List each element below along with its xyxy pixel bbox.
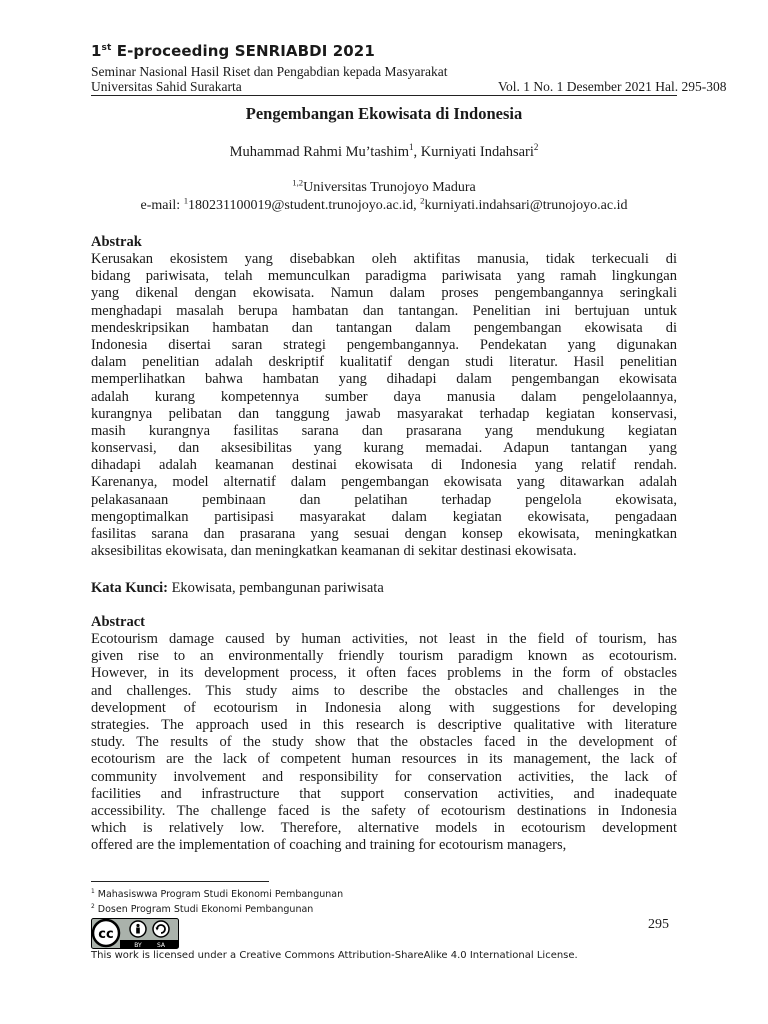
abstrak-line: kurangnya pelibatan dan tanggung jawab masyarakat terhadap kegiatan konservasi, <box>91 405 677 422</box>
svg-text:BY: BY <box>134 942 142 949</box>
abstract-line: facilities and infrastructure that support conservation activities, and inadequate <box>91 785 677 802</box>
email-line: e-mail: $^1$180231100019@student.trunojoyo.ac.id, $^2$kurniyati.indahsari@trunojoyo.ac.id <box>140 195 628 213</box>
abstract-line: accessibility. The challenge faced is the safety of ecotourism destinations in Indonesia <box>91 802 677 819</box>
email-link-2[interactable]: kurniyati.indahsari@trunojoyo.ac.id <box>424 198 628 213</box>
abstrak-line: memperlihatkan bahwa hambatan yang dihadapi dalam pengembangan ekowisata <box>91 371 677 388</box>
conference-subtitle: Seminar Nasional Hasil Riset dan Pengabdian kepada Masyarakat <box>91 64 448 79</box>
abstrak-line: mendeskripsikan hambatan dan tantangan dalam pengembangan ekowisata di <box>91 319 677 336</box>
header-info-line <box>91 79 727 95</box>
abstrak-line: dihadapi adalah keamanan destinai ekowisata di Indonesia yang relatif rendah. <box>91 457 677 474</box>
header-volume: Vol. 1 No. 1 Desember 2021 Hal. 295-308 <box>498 79 727 94</box>
keywords: Kata Kunci: Ekowisata, pembangunan pariwisata <box>91 580 384 596</box>
svg-text:SA: SA <box>156 942 166 949</box>
abstrak-paragraph <box>91 251 677 560</box>
abstract-line: However, in its development process, it often faces problems in the form of obstacles <box>91 665 677 682</box>
license-text[interactable]: This work is licensed under a Creative Commons Attribution-ShareAlike 4.0 International License. <box>91 950 578 961</box>
abstract-heading: Abstract <box>91 614 145 630</box>
abstrak-line: Kerusakan ekosistem yang disebabkan oleh aktifitas manusia, tidak terkecuali di <box>91 251 677 267</box>
affiliation: $^{1,2}$Universitas Trunojoyo Madura <box>292 177 476 195</box>
abstract-line: ecotourism are the lack of competent human resources in its management, the lack of <box>91 751 677 768</box>
abstract-line: and challenges. This study aims to describe the obstacles and challenges in the <box>91 682 677 699</box>
author-2: Kurniyati Indahsari <box>420 144 534 160</box>
paper-title: Pengembangan Ekowisata di Indonesia <box>245 104 523 123</box>
conference-title: 1st E-proceeding SENRIABDI 2021 <box>91 42 375 60</box>
footnote-divider <box>91 881 269 882</box>
svg-text:cc: cc <box>98 927 114 942</box>
abstrak-line: Indonesia disertai saran strategi pengembangannya. Pendekatan yang digunakan <box>91 336 677 353</box>
abstrak-line: menghadapi masalah berupa hambatan dan tantangan. Penelitian ini bertujuan untuk <box>91 302 677 319</box>
abstract-line: study. The results of the study show that the obstacles faced in the development of <box>91 734 677 751</box>
abstrak-heading: Abstrak <box>91 234 142 250</box>
creative-commons-by-sa-icon[interactable] <box>91 918 179 949</box>
header-divider <box>91 95 677 96</box>
abstrak-line: bidang pariwisata, telah memunculkan paradigma pariwisata yang ramah lingkungan <box>91 268 677 285</box>
abstrak-line: yang dikenal dengan ekowisata. Namun dalam proses pengembangannya seringkali <box>91 285 677 302</box>
abstract-line: community involvement and responsibility for conservation activities, the lack of <box>91 768 677 785</box>
abstrak-line: masih kurangnya fasilitas sarana dan prasarana yang mendukung kegiatan <box>91 422 677 439</box>
abstract-line: development of ecotourism in Indonesia along with suggestions for developing <box>91 699 677 716</box>
abstrak-line: adalah kurang kompetennya sumber daya manusia dalam pengelolaannya, <box>91 388 677 405</box>
abstrak-line: fasilitas sarana dan prasarana yang sesuai dengan konsep ekowisata, meningkatkan <box>91 526 677 542</box>
abstract-line: Ecotourism damage caused by human activities, not least in the field of tourism, has <box>91 631 677 647</box>
email-link-1[interactable]: 180231100019@student.trunojoyo.ac.id <box>188 198 414 213</box>
footnote-1: $^1$ Mahasiswwa Program Studi Ekonomi Pembangunan <box>91 888 344 900</box>
footnote-2: $^2$ Dosen Program Studi Ekonomi Pembangunan <box>91 903 314 915</box>
header-institution: Universitas Sahid Surakarta <box>91 79 242 94</box>
page-number: 295 <box>648 917 669 932</box>
abstrak-line: pelakasanaan pembinaan dan pelatihan terhadap pengelola ekowisata, <box>91 491 677 508</box>
author-1: Muhammad Rahmi Mu’tashim <box>229 144 409 160</box>
abstrak-line: mengoptimalkan partisipasi masyarakat dalam kegiatan ekowisata, pengadaan <box>91 508 677 525</box>
abstrak-line: aksesibilitas ekowisata, dan meningkatkan keamanan di sekitar destinasi ekowisata. <box>91 543 577 560</box>
abstract-paragraph <box>91 631 677 854</box>
abstract-line: strategies. The approach used in this research is descriptive qualitative with literature <box>91 716 677 733</box>
abstrak-line: dalam penelitian adalah deskriptif kualitatif dengan studi literatur. Hasil penelitian <box>91 354 677 371</box>
abstract-line: which is relatively low. Therefore, alternative models in ecotourism development <box>91 820 677 837</box>
abstract-line: offered are the implementation of coaching and training for ecotourism managers, <box>91 837 567 854</box>
author-list: Muhammad Rahmi Mu’tashim$^1$, Kurniyati Indahsari$^2$ <box>229 142 539 160</box>
abstract-line: given rise to an environmentally friendly tourism paradigm known as ecotourism. <box>91 648 677 665</box>
abstrak-line: konservasi, dan aksesibilitas yang kurang memadai. Adapun tantangan yang <box>91 440 677 457</box>
abstrak-line: Karenanya, model alternatif dalam pengembangan ekowisata yang ditawarkan adalah <box>91 474 677 491</box>
